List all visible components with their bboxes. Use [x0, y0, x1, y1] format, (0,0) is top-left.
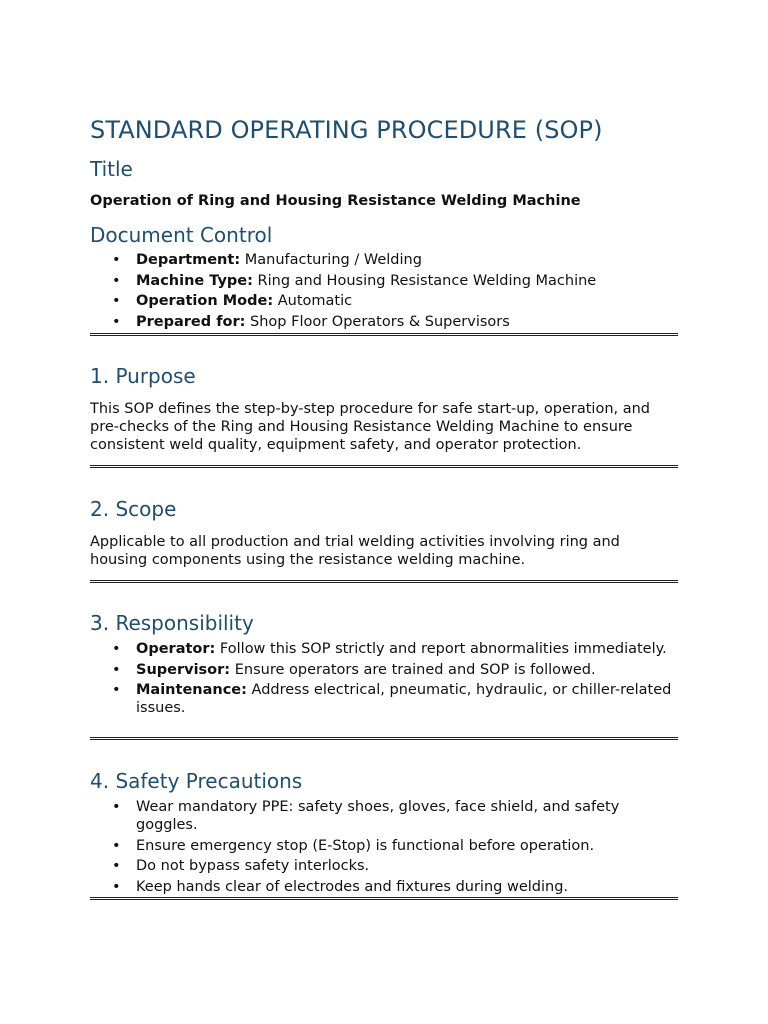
list-item [90, 681, 678, 717]
section-divider [90, 737, 678, 740]
item-label: Maintenance: [136, 682, 247, 698]
page-title: STANDARD OPERATING PROCEDURE (SOP) [90, 116, 603, 144]
purpose-text: This SOP defines the step-by-step procedure for safe start-up, operation, and pre-checks of the Ring and Housing Resistance Welding Machine to ensure consistent weld quality, equipment safety, and operator protection. [90, 401, 651, 453]
item-value: Ring and Housing Resistance Welding Machine [252, 272, 597, 289]
list-item [90, 661, 678, 679]
list-item [90, 251, 678, 269]
list-item [90, 272, 678, 290]
list-item [90, 640, 678, 658]
document-control-list [90, 251, 678, 333]
title-heading: Title [90, 157, 133, 181]
purpose-heading: 1. Purpose [90, 364, 196, 388]
responsibility-list [90, 640, 678, 720]
section-divider [90, 465, 678, 468]
scope-text: Applicable to all production and trial welding activities involving ring and housing components using the resistance welding machine. [90, 534, 620, 568]
list-item: • Keep hands clear of electrodes and fixtures during welding. [90, 878, 678, 896]
list-item [90, 292, 678, 310]
safety-heading: 4. Safety Precautions [90, 769, 303, 793]
section-divider [90, 580, 678, 583]
section-divider [90, 897, 678, 900]
list-item: • Ensure emergency stop (E-Stop) is functional before operation. [90, 837, 678, 855]
safety-list [90, 798, 678, 898]
item-value: Address electrical, pneumatic, hydraulic, or chiller-related issues. [136, 682, 672, 716]
item-label: Machine Type: [136, 272, 253, 289]
item-label: Department: [136, 252, 241, 268]
document-control-heading: Document Control [90, 223, 273, 247]
item-value: Follow this SOP strictly and report abnormalities immediately. [215, 641, 667, 657]
item-value: Automatic [273, 293, 353, 309]
item-label: Prepared for: [136, 313, 246, 330]
scope-heading: 2. Scope [90, 497, 177, 521]
item-value: Manufacturing / Welding [240, 252, 422, 268]
sop-title-text: Operation of Ring and Housing Resistance Welding Machine [90, 193, 581, 209]
item-label: Operator: [136, 641, 216, 657]
item-label: Operation Mode: [136, 293, 274, 309]
list-item: • Do not bypass safety interlocks. [90, 857, 678, 875]
item-label: Supervisor: [136, 661, 231, 678]
list-item: • Wear mandatory PPE: safety shoes, gloves, face shield, and safety goggles. [90, 798, 678, 834]
item-value: Ensure operators are trained and SOP is followed. [230, 661, 596, 678]
responsibility-heading: 3. Responsibility [90, 611, 254, 635]
item-value: Shop Floor Operators & Supervisors [245, 313, 510, 330]
list-item [90, 313, 678, 331]
section-divider [90, 333, 678, 336]
